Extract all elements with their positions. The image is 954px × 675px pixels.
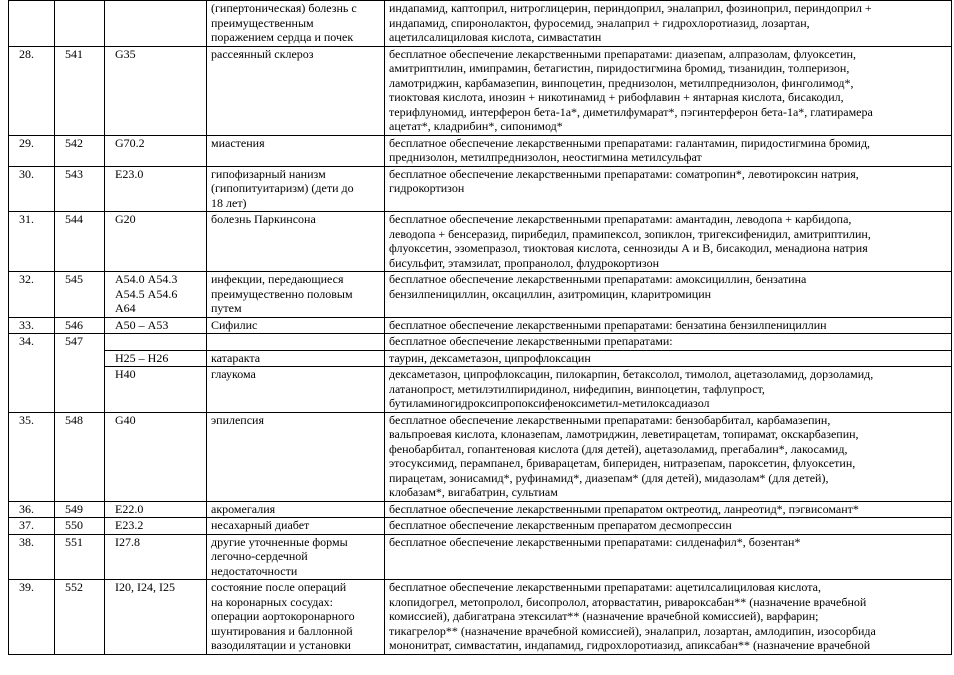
drug-list — [385, 135, 952, 166]
drug-line: пирацетам, зонисамид*, руфинамид*, диазепам* (для детей), мидазолам* (для детей), — [389, 470, 829, 485]
icd-code: G40 — [105, 412, 207, 501]
drug-line: вальпроевая кислота, клоназепам, ламотриджин, леветирацетам, топирамат, окскарбазепин, — [389, 427, 859, 441]
drug-line: дексаметазон, ципрофлоксацин, пилокарпин, бетаксолол, тимолол, ацетазоламид, дорзоламид, — [389, 367, 874, 381]
table-row — [9, 534, 952, 580]
disease-name — [207, 166, 385, 212]
drug-line: терифлуномид, интерферон бета-1а*, диметилфумарат*, пэгинтерферон бета-1а*, глатирамера — [389, 104, 873, 119]
table-row — [9, 317, 952, 334]
disease-name — [207, 334, 385, 351]
drug-line: тикагрелор** (назначение врачебной комиссией), эналаприл, лозартан, амлодипин, изосорбида — [389, 623, 876, 638]
icd-code: E23.0 — [105, 166, 207, 212]
table-row — [9, 518, 952, 535]
drug-list: бесплатное обеспечение лекарственными препаратами: бензатина бензилпенициллин — [385, 317, 952, 334]
table-row — [9, 334, 952, 351]
drug-line: бесплатное обеспечение лекарственными препаратами: диазепам, алпразолам, флуоксетин, — [389, 46, 857, 61]
row-id: 547 — [55, 334, 105, 413]
icd-code — [105, 334, 207, 351]
disease-name: акромегалия — [207, 501, 385, 518]
drug-list — [385, 1, 952, 47]
drug-list: бесплатное обеспечение лекарственными препаратом октреотид, ланреотид*, пэгвисомант* — [385, 501, 952, 518]
row-number: 39. — [9, 580, 55, 655]
disease-name: болезнь Паркинсона — [207, 212, 385, 272]
drug-list-header: бесплатное обеспечение лекарственными препаратами: — [385, 334, 952, 351]
drug-line: флуоксетин, эзомепразол, тиоктовая кислота, сеннозиды А и В, бисакодил, менадиона натрия — [389, 241, 868, 255]
icd-code: E23.2 — [105, 518, 207, 535]
drug-list — [385, 272, 952, 318]
drug-list — [385, 46, 952, 135]
icd-code: H40 — [105, 367, 207, 413]
disease-line: (гипопитуитаризм) (дети до — [211, 181, 354, 195]
disease-line: преимущественным — [211, 15, 314, 30]
drug-list — [385, 166, 952, 212]
row-number: 36. — [9, 501, 55, 518]
row-number: 34. — [9, 334, 55, 413]
row-number: 38. — [9, 534, 55, 580]
row-number: 33. — [9, 317, 55, 334]
icd-code: I27.8 — [105, 534, 207, 580]
disease-line: поражением сердца и почек — [211, 30, 354, 44]
disease-line: 18 лет) — [211, 195, 247, 210]
disease-line: легочно-сердечной — [211, 549, 308, 563]
drug-line: леводопа + бенсеразид, пирибедил, прамипексол, зопиклон, тригексифенидил, амитриптилин, — [389, 226, 871, 241]
drug-line: комиссией), дабигатрана этексилат** (назначение врачебной комиссией), варфарин; — [389, 609, 819, 623]
icd-code — [105, 272, 207, 318]
disease-line: инфекции, передающиеся — [211, 272, 344, 286]
table-row — [9, 166, 952, 212]
drug-line: бесплатное обеспечение лекарственными препаратами: амантадин, леводопа + карбидопа, — [389, 212, 852, 226]
drug-list: таурин, дексаметазон, ципрофлоксацин — [385, 350, 952, 367]
table-row — [9, 580, 952, 655]
drug-line: бесплатное обеспечение лекарственными препаратами: соматропин*, левотироксин натрия, — [389, 166, 859, 181]
table-subrow — [9, 350, 952, 367]
disease-name — [207, 534, 385, 580]
icd-code: I20, I24, I25 — [105, 580, 207, 655]
row-id: 552 — [55, 580, 105, 655]
drug-line: бензилпенициллин, оксациллин, азитромицин, кларитромицин — [389, 286, 712, 301]
table-row — [9, 1, 952, 47]
drug-line: ацетат*, кладрибин*, сипонимод* — [389, 119, 563, 133]
table-row — [9, 272, 952, 318]
drug-line: фенобарбитал, гопантеновая кислота (для детей), ацетазоламид, прегабалин*, лакосамид, — [389, 441, 848, 456]
icd-code — [105, 1, 207, 47]
icd-code: H25 – H26 — [105, 350, 207, 367]
table-row — [9, 412, 952, 501]
drug-line: бисульфит, этамзилат, пропранолол, флудрокортизон — [389, 255, 660, 270]
disease-line: другие уточненные формы — [211, 534, 348, 549]
row-number: 29. — [9, 135, 55, 166]
drug-line: бесплатное обеспечение лекарственными препаратами: амоксициллин, бензатина — [389, 272, 807, 286]
row-id — [55, 1, 105, 47]
disease-line: (гипертоническая) болезнь с — [211, 1, 357, 15]
icd-code: E22.0 — [105, 501, 207, 518]
drug-line: латанопрост, метилэтилпиридинол, нифедипин, винпоцетин, тафлупрост, — [389, 381, 765, 396]
disease-name — [207, 580, 385, 655]
row-id: 549 — [55, 501, 105, 518]
drug-line: бесплатное обеспечение лекарственными препаратами: ацетилсалициловая кислота, — [389, 580, 821, 594]
table-row — [9, 135, 952, 166]
table-row — [9, 46, 952, 135]
disease-name: Сифилис — [207, 317, 385, 334]
disease-name: несахарный диабет — [207, 518, 385, 535]
drug-line: индапамид, спиронолактон, фуросемид, эналаприл + гидрохлоротиазид, лозартан, — [389, 15, 810, 30]
table-row — [9, 212, 952, 272]
disease-name: катаракта — [207, 350, 385, 367]
disease-name — [207, 1, 385, 47]
row-number: 28. — [9, 46, 55, 135]
drug-line: преднизолон, метилпреднизолон, неостигмина метилсульфат — [389, 150, 702, 164]
row-id: 551 — [55, 534, 105, 580]
row-id: 544 — [55, 212, 105, 272]
row-id: 546 — [55, 317, 105, 334]
row-number: 31. — [9, 212, 55, 272]
row-id: 542 — [55, 135, 105, 166]
disease-line: шунтирования и баллонной — [211, 623, 353, 638]
disease-line: гипофизарный нанизм — [211, 166, 326, 181]
disease-name: эпилепсия — [207, 412, 385, 501]
drug-line: индапамид, каптоприл, нитроглицерин, периндоприл, эналаприл, фозиноприл, периндоприл + — [389, 1, 872, 15]
row-id: 548 — [55, 412, 105, 501]
row-number: 35. — [9, 412, 55, 501]
disease-line: недостаточности — [211, 563, 298, 578]
row-number — [9, 1, 55, 47]
row-number: 30. — [9, 166, 55, 212]
drug-line: этосуксимид, перампанел, бриварацетам, бипериден, нитразепам, пароксетин, флуоксетин, — [389, 456, 856, 470]
table-row — [9, 501, 952, 518]
disease-line: состояние после операций — [211, 580, 347, 594]
drug-line: бесплатное обеспечение лекарственными препаратами: бензобарбитал, карбамазепин, — [389, 412, 831, 427]
drug-line: клопидогрел, метопролол, бисопролол, аторвастатин, ривароксабан** (назначение врачебной — [389, 594, 867, 609]
disease-name — [207, 272, 385, 318]
table-subrow — [9, 367, 952, 413]
icd-code: G20 — [105, 212, 207, 272]
disease-name: миастения — [207, 135, 385, 166]
drug-line: гидрокортизон — [389, 181, 465, 195]
row-id: 545 — [55, 272, 105, 318]
drug-line: ламотриджин, карбамазепин, винпоцетин, преднизолон, метилпреднизолон, финголимод*, — [389, 75, 854, 90]
icd-line: А64 — [115, 301, 136, 315]
drug-list: бесплатное обеспечение лекарственным препаратом десмопрессин — [385, 518, 952, 535]
row-number: 32. — [9, 272, 55, 318]
row-id: 550 — [55, 518, 105, 535]
drug-line: тиоктовая кислота, инозин + никотинамид + рибофлавин + янтарная кислота, бисакодил, — [389, 90, 844, 104]
disease-line: преимущественно половым — [211, 286, 353, 301]
drug-list — [385, 212, 952, 272]
drug-provision-table — [8, 0, 952, 655]
icd-line: А54.0 А54.3 — [115, 272, 178, 286]
drug-line: ацетилсалициловая кислота, симвастатин — [389, 30, 602, 44]
row-id: 543 — [55, 166, 105, 212]
drug-line: бесплатное обеспечение лекарственными препаратами: галантамин, пиридостигмина бромид, — [389, 135, 871, 150]
icd-code: А50 – А53 — [105, 317, 207, 334]
drug-line: мононитрат, симвастатин, индапамид, гидрохлоротиазид, апиксабан** (назначение врачебной — [389, 638, 871, 652]
icd-code: G70.2 — [105, 135, 207, 166]
drug-list: бесплатное обеспечение лекарственными препаратами: силденафил*, бозентан* — [385, 534, 952, 580]
drug-list — [385, 580, 952, 655]
drug-list — [385, 412, 952, 501]
disease-name: рассеянный склероз — [207, 46, 385, 135]
icd-line: А54.5 А54.6 — [115, 286, 178, 301]
drug-list — [385, 367, 952, 413]
row-number: 37. — [9, 518, 55, 535]
drug-line: клобазам*, вигабатрин, сультиам — [389, 485, 558, 499]
disease-name: глаукома — [207, 367, 385, 413]
disease-line: путем — [211, 301, 242, 315]
drug-line: амитриптилин, имипрамин, бетагистин, пиридостигмина бромид, тизанидин, толперизон, — [389, 61, 850, 75]
icd-code: G35 — [105, 46, 207, 135]
disease-line: вазодилятации и установки — [211, 638, 351, 652]
row-id: 541 — [55, 46, 105, 135]
drug-line: бутиламиногидроксипропоксифеноксиметил-метилоксадиазол — [389, 396, 710, 410]
disease-line: на коронарных сосудах: — [211, 594, 334, 609]
disease-line: операции аортокоронарного — [211, 609, 355, 623]
